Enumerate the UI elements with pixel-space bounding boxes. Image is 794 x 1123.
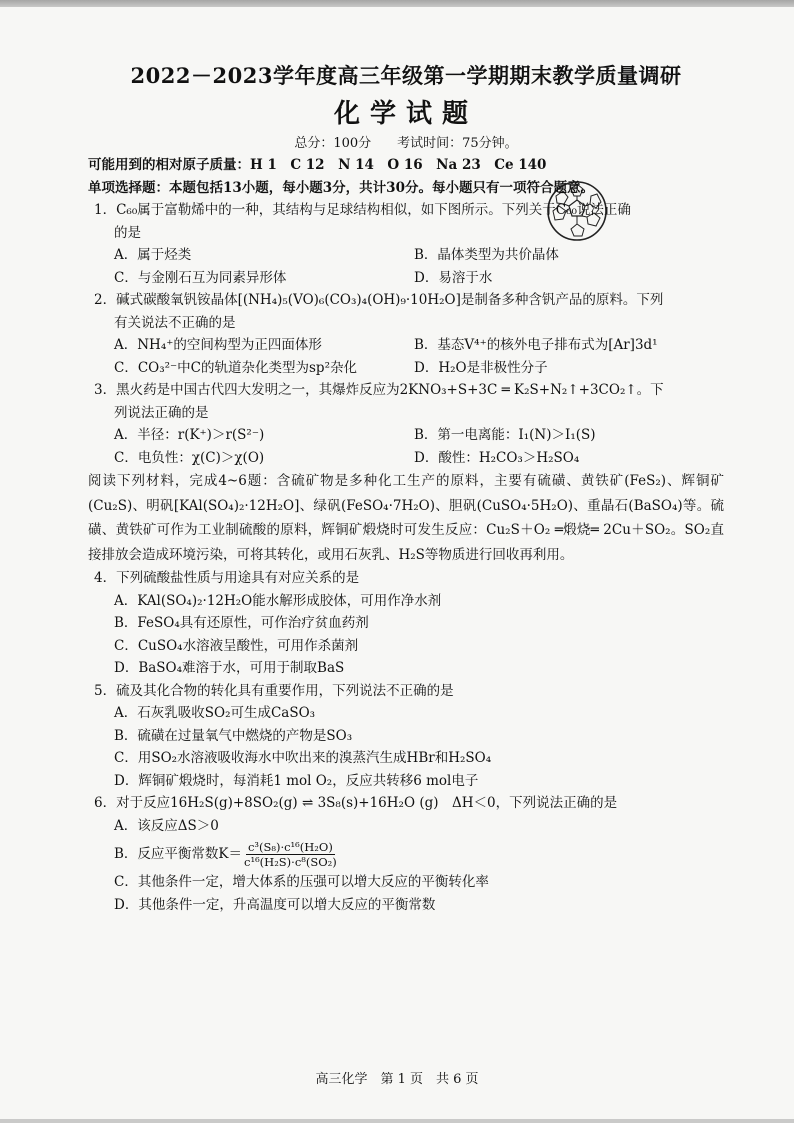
q6-option-a: A．该反应ΔS＞0: [114, 817, 219, 834]
q2-stem: 2．碱式碳酸氧钒铵晶体[(NH₄)₅(VO)₆(CO₃)₄(OH)₉·10H₂O]是制备多种含钒产品的原料。下列: [94, 292, 664, 308]
exam-meta: 总分：100分 考试时间：75分钟。: [294, 136, 518, 151]
q1-option-d: D．易溶于水: [414, 269, 493, 286]
q6-option-b: [88, 837, 724, 871]
q3-options-cd: [88, 447, 724, 470]
reading-material: 阅读下列材料，完成4~6题：含硫矿物是多种化工生产的原料，主要有硫磺、黄铁矿(FeS₂)、辉铜矿(Cu₂S)、明矾[KAl(SO₄)₂·12H₂O]、绿矾(FeSO₄·7H₂O)、胆矾(CuSO₄·5H₂O)、重晶石(BaSO₄)等。硫磺、黄铁矿可作为工业制硫酸的原料，辉铜矿煅烧时可发生反应：Cu₂S＋O₂ ═煅烧═ 2Cu＋SO₂。SO₂直接排放会造成环境污染，可将其转化，或用石灰乳、H₂S等物质进行回收再利用。: [88, 473, 724, 563]
q2-option-d: D．H₂O是非极性分子: [414, 359, 548, 376]
q4-option-a: A．KAl(SO₄)₂·12H₂O能水解形成胶体，可用作净水剂: [114, 592, 442, 609]
q2-options-ab: [88, 334, 724, 357]
q2-options-cd: [88, 357, 724, 380]
q5-stem: 5．硫及其化合物的转化具有重要作用，下列说法不正确的是: [94, 682, 454, 699]
q3-option-a: A．半径：r(K⁺)＞r(S²⁻): [114, 427, 265, 443]
atomic-masses: 可能用到的相对原子质量：H 1 C 12 N 14 O 16 Na 23 Ce 140: [88, 157, 547, 173]
q3-stem: 3．黑火药是中国古代四大发明之一，其爆炸反应为2KNO₃+S+3C ═ K₂S+N₂↑+3CO₂↑。下: [94, 382, 664, 398]
q3-option-c: C．电负性：χ(C)＞χ(O): [114, 449, 265, 466]
q4-stem: 4．下列硫酸盐性质与用途具有对应关系的是: [94, 570, 360, 586]
q3-options-ab: [88, 424, 724, 447]
q5-option-d: D．辉铜矿煅烧时，每消耗1 mol O₂，反应共转移6 mol电子: [114, 772, 479, 789]
q2-option-a: A．NH₄⁺的空间构型为正四面体形: [114, 337, 322, 353]
exam-title: 2022－2023学年度高三年级第一学期期末教学质量调研: [130, 63, 682, 88]
fraction-denominator: c¹⁶(H₂S)·c⁸(SO₂): [244, 855, 337, 869]
q2-option-b: B．基态V⁴⁺的核外电子排布式为[Ar]3d¹: [414, 337, 658, 353]
q5-option-a: A．石灰乳吸收SO₂可生成CaSO₃: [114, 705, 316, 721]
q5-option-b: B．硫磺在过量氧气中燃烧的产物是SO₃: [114, 727, 353, 744]
q4-option-d: D．BaSO₄难溶于水，可用于制取BaS: [114, 660, 345, 676]
q6-option-b-prefix: B．反应平衡常数K＝: [114, 846, 243, 862]
q3-option-d: D．酸性：H₂CO₃＞H₂SO₄: [414, 449, 580, 466]
exam-subject: 化学试题: [333, 99, 478, 129]
q5-option-c: C．用SO₂水溶液吸收海水中吹出来的溴蒸汽生成HBr和H₂SO₄: [114, 750, 492, 766]
q1-option-c: C．与金刚石互为同素异形体: [114, 269, 287, 286]
q2-stem-cont: 有关说法不正确的是: [114, 314, 236, 331]
q4-option-b: B．FeSO₄具有还原性，可作治疗贫血药剂: [114, 615, 369, 631]
exam-page: [88, 58, 724, 916]
q6-option-d: D．其他条件一定，升高温度可以增大反应的平衡常数: [114, 896, 436, 913]
q1-stem: 1．C₆₀属于富勒烯中的一种，其结构与足球结构相似，如下图所示。下列关于C₆₀说法正确: [94, 202, 631, 218]
bottom-scan-edge: [0, 1119, 794, 1123]
equilibrium-constant-fraction: [242, 840, 339, 869]
top-scan-edge: [0, 0, 794, 7]
q1-stem-cont: 的是: [114, 224, 141, 241]
page-footer: 高三化学 第 1 页 共 6 页: [315, 1072, 479, 1087]
q3-option-b: B．第一电离能：I₁(N)＞I₁(S): [414, 427, 596, 443]
q4-option-c: C．CuSO₄水溶液呈酸性，可用作杀菌剂: [114, 637, 359, 654]
q3-stem-cont: 列说法正确的是: [114, 404, 209, 421]
fraction-numerator: c³(S₈)·c¹⁶(H₂O): [247, 840, 333, 854]
q6-option-c: C．其他条件一定，增大体系的压强可以增大反应的平衡转化率: [114, 874, 489, 890]
q2-option-c: C．CO₃²⁻中C的轨道杂化类型为sp²杂化: [114, 359, 357, 376]
q1-option-b: B．晶体类型为共价晶体: [414, 247, 559, 263]
q1-option-a: A．属于烃类: [114, 247, 192, 263]
q1-options-cd: [88, 267, 724, 290]
section-intro: 单项选择题：本题包括13小题，每小题3分，共计30分。每小题只有一项符合题意。: [88, 179, 594, 196]
q6-stem: 6．对于反应16H₂S(g)+8SO₂(g) ⇌ 3S₈(s)+16H₂O (g) ΔH＜0，下列说法正确的是: [94, 795, 618, 811]
q1-options-ab: [88, 244, 724, 267]
